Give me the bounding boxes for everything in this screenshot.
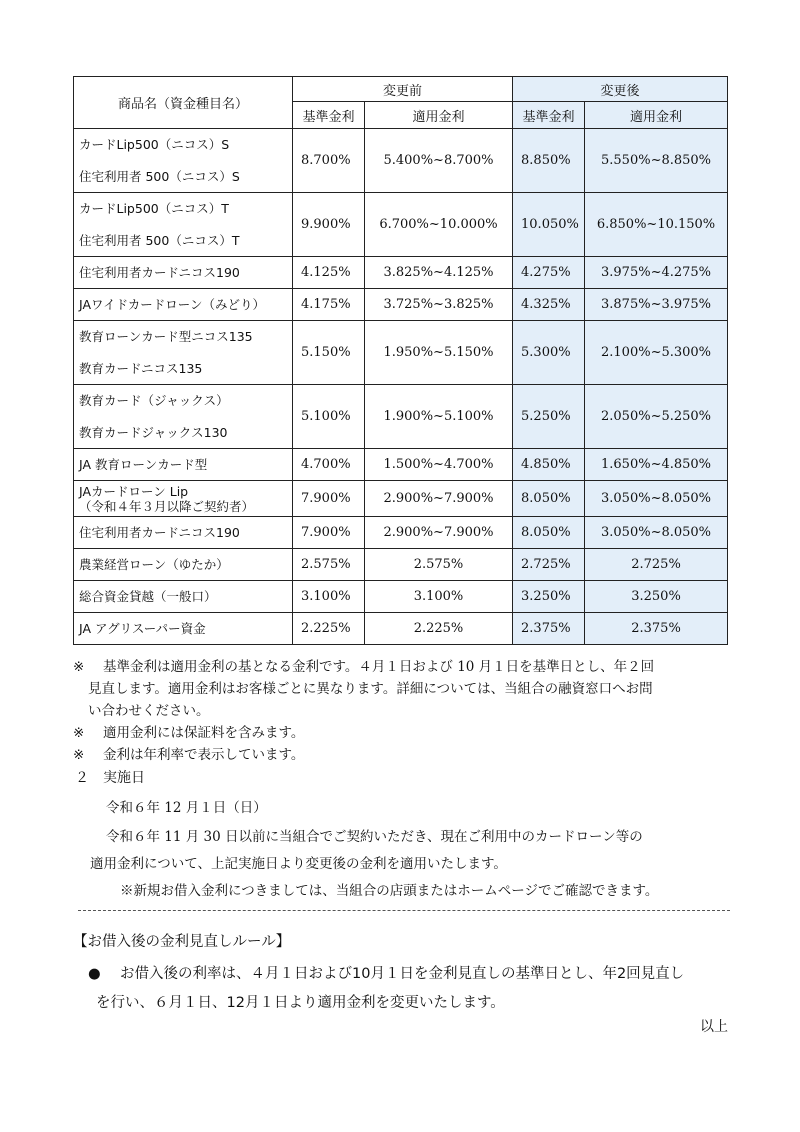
note-annual-rate: [73, 744, 733, 766]
product-name: カードLip500（ニコス）S: [74, 129, 293, 161]
rule-title: 【お借入後の金利見直しルール】: [73, 934, 291, 950]
before-base-rate: 2.575%: [293, 549, 365, 581]
before-applied-rate: 5.400%~8.700%: [365, 129, 513, 193]
header-product-name: 商品名（資金種目名）: [74, 77, 293, 129]
dashed-divider: [78, 910, 730, 911]
note-text: 基準金利は適用金利の基となる金利です。４月１日および 10 月１日を基準日とし、年２回: [103, 659, 655, 675]
product-name: JA アグリスーパー資金: [74, 613, 293, 645]
after-base-rate: 2.375%: [513, 613, 585, 645]
table-row: [74, 193, 728, 225]
product-name: 農業経営ローン（ゆたか）: [74, 549, 293, 581]
table-row: [74, 549, 728, 581]
section-heading-effective-date: ２ 実施日: [75, 770, 145, 786]
product-name: JAワイドカードローン（みどり）: [74, 289, 293, 321]
before-base-rate: 7.900%: [293, 481, 365, 517]
product-name: JAカードローン Lip （令和４年３月以降ご契約者）: [74, 481, 293, 517]
product-name: 住宅利用者 500（ニコス）S: [74, 161, 293, 193]
header-before-change: 変更前: [293, 77, 513, 102]
before-applied-rate: 2.900%~7.900%: [365, 517, 513, 549]
before-applied-rate: 3.825%~4.125%: [365, 257, 513, 289]
product-name: 住宅利用者カードニコス190: [74, 257, 293, 289]
table-row: [74, 481, 728, 517]
after-base-rate: 3.250%: [513, 581, 585, 613]
product-name: 教育ローンカード型ニコス135: [74, 321, 293, 353]
note-text: 金利は年利率で表示しています。: [103, 747, 305, 763]
before-applied-rate: 1.900%~5.100%: [365, 385, 513, 449]
before-applied-rate: 3.100%: [365, 581, 513, 613]
notes-block: [73, 656, 733, 766]
before-applied-rate: 2.900%~7.900%: [365, 481, 513, 517]
after-applied-rate: 6.850%~10.150%: [585, 193, 728, 257]
before-base-rate: 9.900%: [293, 193, 365, 257]
before-base-rate: 7.900%: [293, 517, 365, 549]
after-applied-rate: 5.550%~8.850%: [585, 129, 728, 193]
after-base-rate: 4.850%: [513, 449, 585, 481]
effective-date: 令和６年 12 月１日（日）: [106, 800, 267, 816]
after-base-rate: 5.300%: [513, 321, 585, 385]
table-row: [74, 257, 728, 289]
note-mark: ※: [73, 659, 85, 675]
bullet-icon: ●: [88, 966, 101, 982]
new-loan-note: ※新規お借入金利につきましては、当組合の店頭またはホームページでご確認できます。: [120, 883, 659, 899]
note-text: い合わせください。: [88, 703, 210, 719]
after-base-rate: 4.275%: [513, 257, 585, 289]
before-applied-rate: 2.225%: [365, 613, 513, 645]
paragraph-line: 令和６年 11 月 30 日以前に当組合でご契約いただき、現在ご利用中のカードローン等の: [106, 829, 643, 845]
before-applied-rate: 1.950%~5.150%: [365, 321, 513, 385]
before-base-rate: 5.150%: [293, 321, 365, 385]
after-base-rate: 2.725%: [513, 549, 585, 581]
before-base-rate: 8.700%: [293, 129, 365, 193]
before-applied-rate: 1.500%~4.700%: [365, 449, 513, 481]
header-before-base-rate: 基準金利: [293, 102, 365, 129]
before-base-rate: 4.175%: [293, 289, 365, 321]
product-name: 教育カードニコス135: [74, 353, 293, 385]
note-text: 適用金利には保証料を含みます。: [103, 725, 305, 741]
note-mark: ※: [73, 747, 85, 763]
before-base-rate: 5.100%: [293, 385, 365, 449]
after-base-rate: 8.850%: [513, 129, 585, 193]
table-row: [74, 517, 728, 549]
product-name: カードLip500（ニコス）T: [74, 193, 293, 225]
header-before-applied-rate: 適用金利: [365, 102, 513, 129]
before-base-rate: 3.100%: [293, 581, 365, 613]
table-row: [74, 449, 728, 481]
header-after-applied-rate: 適用金利: [585, 102, 728, 129]
table-row: [74, 581, 728, 613]
header-after-change: 変更後: [513, 77, 728, 102]
after-applied-rate: 3.050%~8.050%: [585, 481, 728, 517]
after-base-rate: 8.050%: [513, 517, 585, 549]
interest-rate-table: [73, 76, 728, 645]
after-base-rate: 8.050%: [513, 481, 585, 517]
rule-text: を行い、６月１日、12月１日より適用金利を変更いたします。: [96, 995, 505, 1011]
before-applied-rate: 3.725%~3.825%: [365, 289, 513, 321]
after-applied-rate: 2.050%~5.250%: [585, 385, 728, 449]
paragraph-line: 適用金利について、上記実施日より変更後の金利を適用いたします。: [90, 856, 507, 872]
after-applied-rate: 1.650%~4.850%: [585, 449, 728, 481]
header-after-base-rate: 基準金利: [513, 102, 585, 129]
table-row: [74, 385, 728, 417]
after-applied-rate: 3.975%~4.275%: [585, 257, 728, 289]
before-base-rate: 4.125%: [293, 257, 365, 289]
table-row: [74, 289, 728, 321]
table-row: [74, 321, 728, 353]
note-mark: ※: [73, 725, 85, 741]
after-applied-rate: 2.375%: [585, 613, 728, 645]
before-base-rate: 4.700%: [293, 449, 365, 481]
note-base-rate: [73, 656, 733, 678]
closing-mark: 以上: [700, 1019, 728, 1035]
before-applied-rate: 6.700%~10.000%: [365, 193, 513, 257]
table-row: [74, 129, 728, 161]
rule-text: お借入後の利率は、４月１日および10月１日を金利見直しの基準日とし、年2回見直し: [120, 966, 685, 982]
after-applied-rate: 3.250%: [585, 581, 728, 613]
product-name: 住宅利用者カードニコス190: [74, 517, 293, 549]
after-base-rate: 4.325%: [513, 289, 585, 321]
after-applied-rate: 2.725%: [585, 549, 728, 581]
product-name: 住宅利用者 500（ニコス）T: [74, 225, 293, 257]
rule-bullet-item: [88, 960, 748, 1018]
after-applied-rate: 3.050%~8.050%: [585, 517, 728, 549]
after-applied-rate: 2.100%~5.300%: [585, 321, 728, 385]
table-row: [74, 613, 728, 645]
after-base-rate: 10.050%: [513, 193, 585, 257]
after-base-rate: 5.250%: [513, 385, 585, 449]
product-name: 教育カード（ジャックス）: [74, 385, 293, 417]
product-name: JA 教育ローンカード型: [74, 449, 293, 481]
after-applied-rate: 3.875%~3.975%: [585, 289, 728, 321]
product-name: 教育カードジャックス130: [74, 417, 293, 449]
before-base-rate: 2.225%: [293, 613, 365, 645]
before-applied-rate: 2.575%: [365, 549, 513, 581]
product-name: 総合資金貸越（一般口）: [74, 581, 293, 613]
note-text: 見直します。適用金利はお客様ごとに異なります。詳細については、当組合の融資窓口へお問: [88, 681, 653, 697]
note-guarantee-fee: [73, 722, 733, 744]
